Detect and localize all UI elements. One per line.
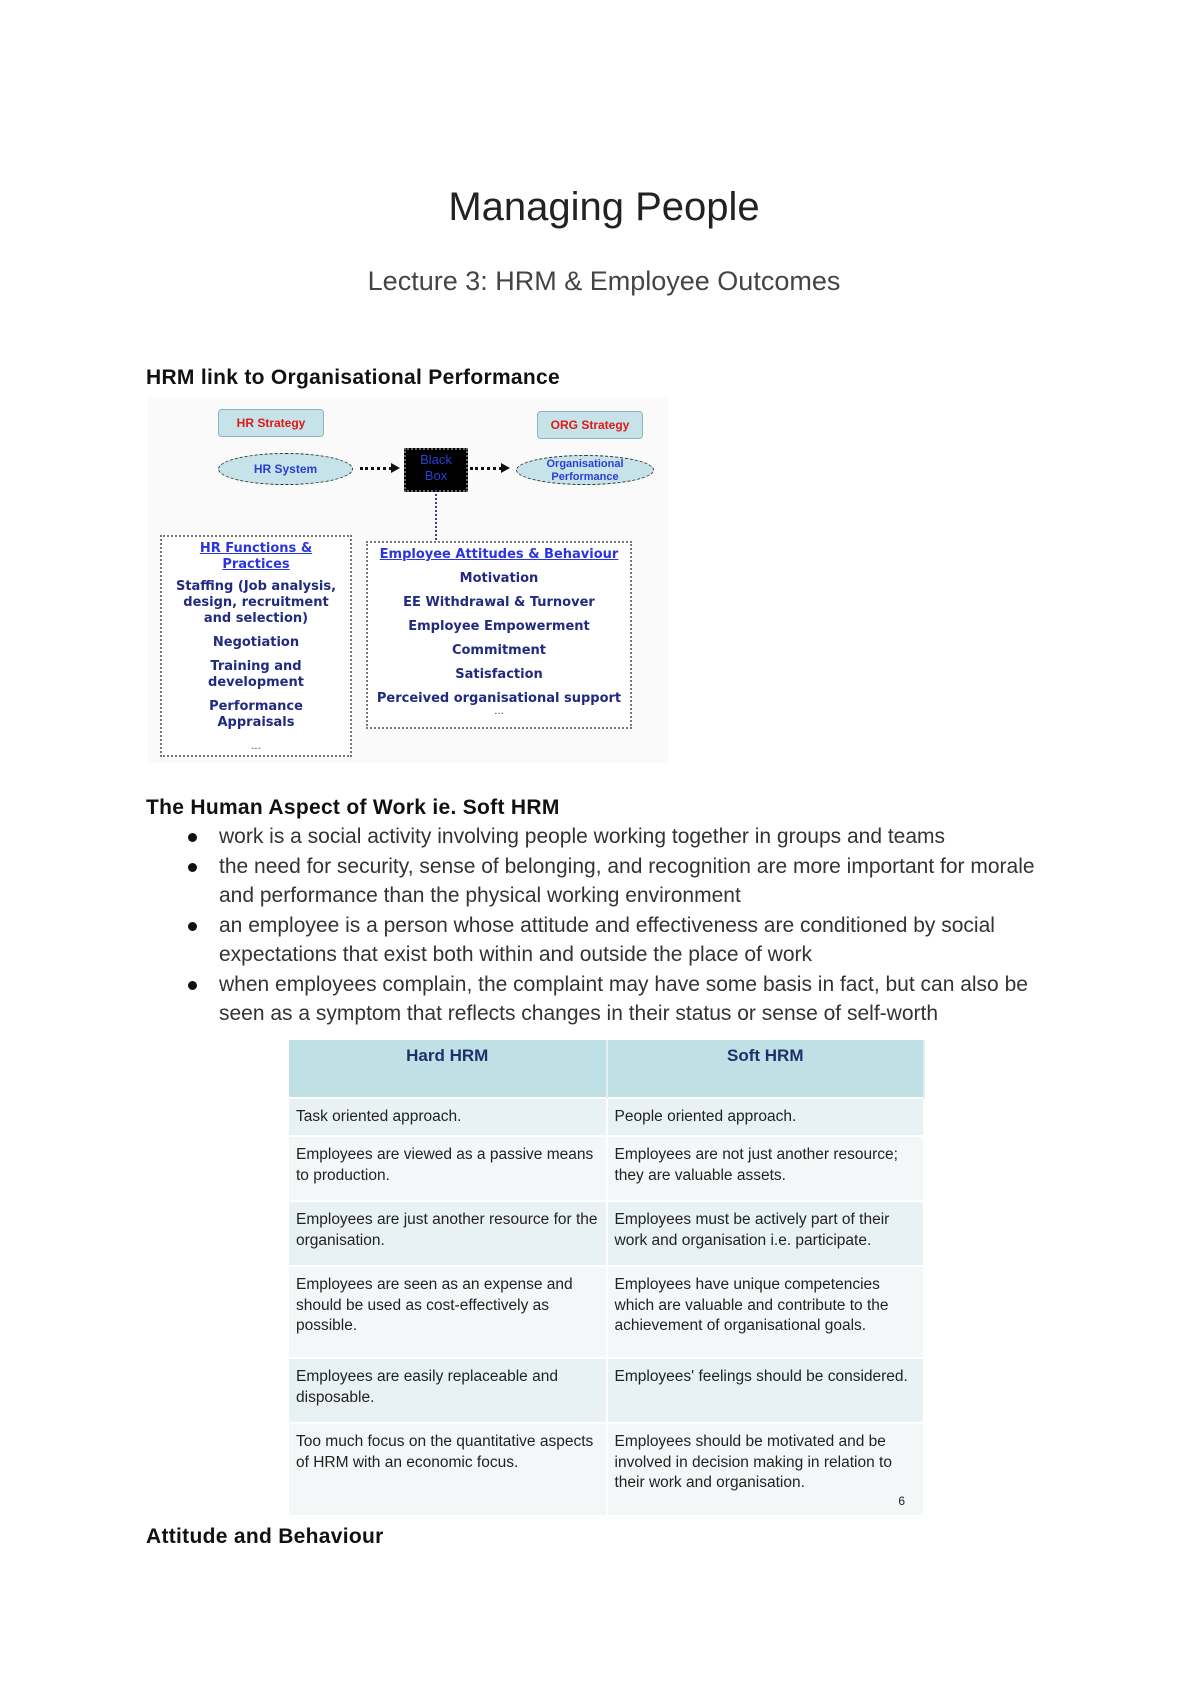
table-cell: Employees are easily replaceable and disposable. <box>289 1358 607 1423</box>
table-row <box>289 1266 924 1358</box>
list-item: when employees complain, the complaint may have some basis in fact, but can also be seen as a symptom that reflects changes in their status or sense of self-worth <box>188 970 1068 1029</box>
table-header-hard-hrm: Hard HRM <box>289 1040 607 1098</box>
table-cell: Employees are seen as an expense and should be used as cost-effectively as possible. <box>289 1266 607 1358</box>
attitude-item: Motivation <box>459 571 539 586</box>
table-cell: Task oriented approach. <box>289 1098 607 1136</box>
table-row <box>289 1201 924 1266</box>
table-row <box>289 1358 924 1423</box>
org-performance-line1: Organisational <box>546 458 624 470</box>
table-cell: Employees are not just another resource; they are valuable assets. <box>607 1136 925 1201</box>
table-cell: Employees are just another resource for the organisation. <box>289 1201 607 1266</box>
connector-line <box>435 490 437 540</box>
hr-strategy-box: HR Strategy <box>218 409 324 437</box>
black-box <box>404 448 468 492</box>
hr-function-item: Training and development <box>208 659 304 690</box>
section-heading-attitude-behaviour: Attitude and Behaviour <box>146 1525 384 1548</box>
table-cell: Too much focus on the quantitative aspects of HRM with an economic focus. <box>289 1423 607 1515</box>
table-header-soft-hrm: Soft HRM <box>607 1040 925 1098</box>
hard-vs-soft-hrm-table <box>289 1040 925 1515</box>
soft-hrm-bullet-list <box>188 822 1068 1029</box>
table-cell: Employees' feelings should be considered. <box>607 1358 925 1423</box>
list-item: the need for security, sense of belonging, and recognition are more important for morale and performance than the physical working environment <box>188 852 1068 911</box>
attitude-item: Commitment <box>451 643 547 658</box>
attitude-item: Employee Empowerment <box>408 619 590 634</box>
section-heading-soft-hrm: The Human Aspect of Work ie. Soft HRM <box>146 796 560 819</box>
table-row <box>289 1136 924 1201</box>
hr-function-item: ... <box>251 741 261 752</box>
arrow-icon <box>470 467 502 470</box>
section-heading-hrm-link: HRM link to Organisational Performance <box>146 366 560 389</box>
org-performance-line2: Performance <box>551 471 619 483</box>
hr-function-item: Staffing (Job analysis, design, recruitment and selection) <box>175 579 337 626</box>
hr-functions-title-line1: HR Functions & <box>199 541 313 556</box>
attitude-item: Perceived organisational support <box>376 691 622 706</box>
table-row <box>289 1098 924 1136</box>
hr-functions-title <box>162 541 350 573</box>
employee-attitudes-title: Employee Attitudes & Behaviour <box>379 547 619 562</box>
table-background <box>289 1040 925 1512</box>
employee-attitudes-box <box>366 541 632 729</box>
hr-functions-box <box>160 535 352 757</box>
org-performance-ellipse <box>516 455 654 485</box>
attitude-item: Satisfaction <box>455 667 543 682</box>
black-box-line2: Box <box>424 468 448 483</box>
org-strategy-box: ORG Strategy <box>537 411 643 439</box>
attitude-item: EE Withdrawal & Turnover <box>403 595 595 610</box>
hrm-performance-diagram <box>148 398 668 763</box>
hr-system-ellipse: HR System <box>218 453 353 485</box>
table-cell: Employees must be actively part of their work and organisation i.e. participate. <box>607 1201 925 1266</box>
black-box-line1: Black <box>420 452 452 467</box>
table-cell: People oriented approach. <box>607 1098 925 1136</box>
list-item: an employee is a person whose attitude and effectiveness are conditioned by social expectations that exist both within and outside the place of work <box>188 911 1068 970</box>
table-cell: Employees should be motivated and be involved in decision making in relation to their work and organisation. <box>607 1423 925 1515</box>
list-item: work is a social activity involving people working together in groups and teams <box>188 822 1068 852</box>
table-row <box>289 1423 924 1515</box>
attitude-item: ... <box>494 706 504 717</box>
hr-functions-title-line2: Practices <box>222 557 290 572</box>
table-cell: Employees have unique competencies which are valuable and contribute to the achievement of organisational goals. <box>607 1266 925 1358</box>
page-title: Managing People <box>448 185 760 229</box>
arrow-icon <box>360 467 392 470</box>
hr-function-item: Negotiation <box>212 635 300 650</box>
slide-number: 6 <box>898 1494 905 1508</box>
page-subtitle: Lecture 3: HRM & Employee Outcomes <box>367 266 841 296</box>
hr-function-item: Performance Appraisals <box>209 699 303 730</box>
table-cell: Employees are viewed as a passive means to production. <box>289 1136 607 1201</box>
